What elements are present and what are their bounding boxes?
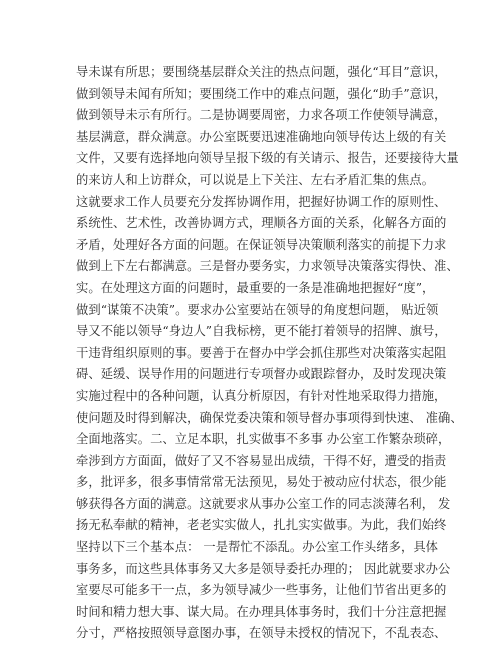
text-line: 碍、延缓、误导作用的问题进行专项督办或跟踪督办，及时发现决策: [76, 367, 447, 382]
text-line: 矛盾，处理好各方面的问题。在保证领导决策顺利落实的前提下力求: [76, 237, 447, 252]
text-line: 室要尽可能多干一点，多为领导减少一些事务，让他们节省出更多的: [76, 583, 447, 598]
text-line: 多，批评多，很多事情常常无法预见，易处于被动应付状态，很少能: [76, 475, 447, 490]
text-line: 分寸，严格按照领导意图办事，在领导未授权的情况下，不乱表态、: [76, 626, 447, 641]
text-line: 导又不能以领导“身边人”自我标榜，更不能打着领导的招牌、旗号，: [76, 324, 447, 339]
text-line: 全面地落实。二、立足本职，扎实做事不多事 办公室工作繁杂琐碎，: [76, 432, 451, 447]
text-line: 系统性、艺术性，改善协调方式，理顺各方面的关系，化解各方面的: [76, 216, 447, 231]
text-line: 基层满意，群众满意。办公室既要迅速准确地向领导传达上级的有关: [76, 129, 447, 144]
document-body-text: [76, 62, 463, 645]
text-line: 做到领导未示有所行。二是协调要周密，力求各项工作使领导满意，: [76, 108, 447, 123]
text-line: 使问题及时得到解决，确保党委决策和领导督办事项得到快速、 准确、: [76, 410, 463, 425]
text-line: 导未谋有所思；要围绕基层群众关注的热点问题，强化“耳目”意识，: [76, 65, 447, 79]
text-line: 文件，又要有选择地向领导呈报下级的有关请示、报告，还要接待大量: [76, 151, 459, 166]
text-line: 干违背组织原则的事。要善于在督办中学会抓住那些对决策落实起阻: [76, 345, 447, 360]
text-line: 实。在处理这方面的问题时，最重要的一条是准确地把握好“度”，: [76, 280, 435, 295]
text-line: 扬无私奉献的精神，老老实实做人，扎扎实实做事。为此，我们始终: [76, 518, 447, 533]
text-line: 时间和精力想大事、谋大局。在办理具体事务时，我们十分注意把握: [76, 604, 447, 619]
text-line: 事务多，而这些具体事务又大多是领导委托办理的； 因此就要求办公: [76, 561, 451, 576]
text-line: 这就要求工作人员要充分发挥协调作用，把握好协调工作的原则性、: [76, 194, 447, 209]
text-line: 做到领导未闻有所知；要围绕工作中的难点问题，强化“助手”意识，: [76, 86, 447, 101]
text-line: 实施过程中的各种问题，认真分析原因，有针对性地采取得力措施，: [76, 388, 447, 403]
text-line: 牵涉到方方面面，做好了又不容易显出成绩，干得不好，遭受的指责: [76, 453, 447, 468]
text-line: 够获得各方面的满意。这就要求从事办公室工作的同志淡薄名利， 发: [76, 496, 451, 511]
text-line: 做到上下左右都满意。三是督办要务实，力求领导决策落实得快、准、: [76, 259, 459, 274]
text-line: 的来访人和上访群众，可以说是上下关注、左右矛盾汇集的焦点。: [76, 172, 435, 187]
text-line: 做到“谋策不决策”。要求办公室要站在领导的角度想问题， 贴近领: [76, 302, 439, 317]
text-line: 坚持以下三个基本点： 一是帮忙不添乱。办公室工作头绪多，具体: [76, 540, 439, 555]
